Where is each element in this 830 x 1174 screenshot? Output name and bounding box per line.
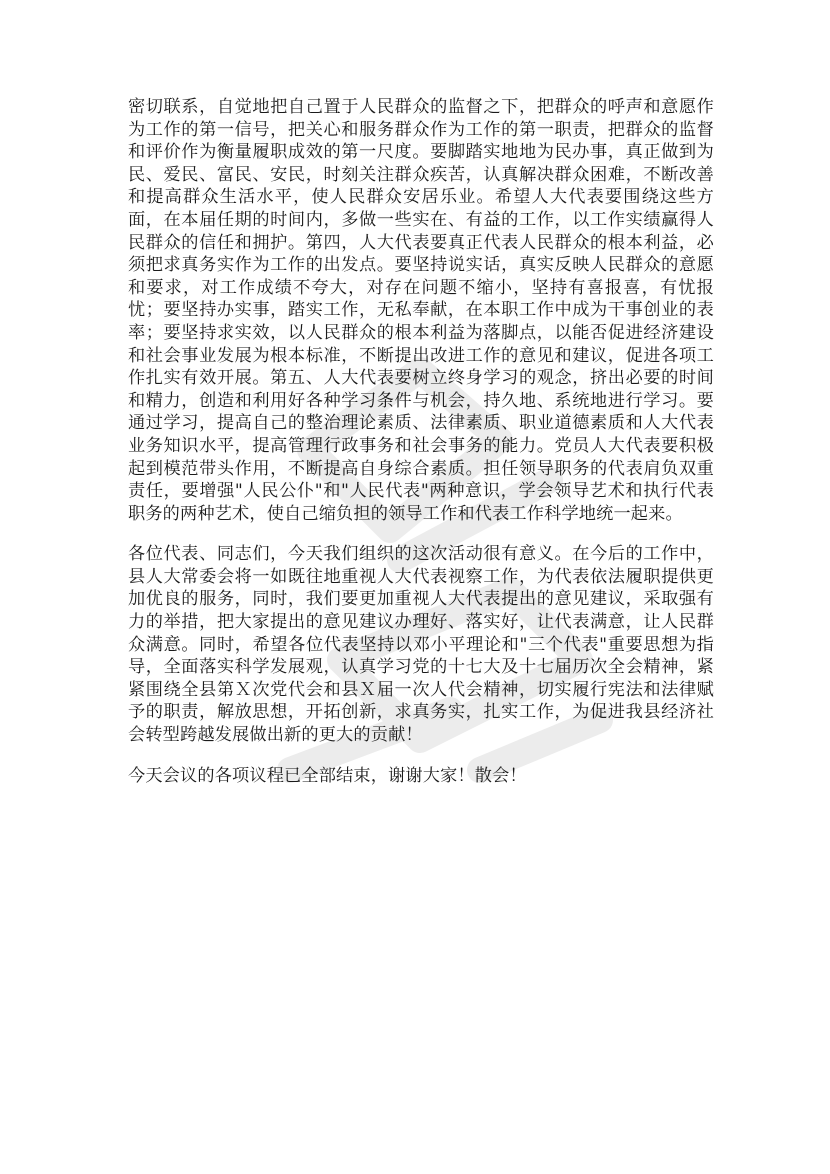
- document-body: [128, 96, 714, 787]
- paragraph-adjournment: 今天会议的各项议程已全部结束，谢谢大家！散会！: [128, 765, 527, 786]
- paragraph-representatives-duties: 密切联系，自觉地把自己置于人民群众的监督之下，把群众的呼声和意愿作为工作的第一信号，把关心和服务群众作为工作的第一职责，把群众的监督和评价作为衡量履职成效的第一尺度。要脚踏实地地为民办事，真正做到为民、爱民、富民、安民，时刻关注群众疾苦，认真解决群众困难，不断改善和提高群众生活水平，使人民群众安居乐业。希望人大代表要围绕这些方面，在本届任期的时间内，多做一些实在、有益的工作，以工作实绩赢得人民群众的信任和拥护。第四，人大代表要真正代表人民群众的根本利益，必须把求真务实作为工作的出发点。要坚持说实话，真实反映人民群众的意愿和要求，对工作成绩不夸大，对存在问题不缩小，坚持有喜报喜，有忧报忧；要坚持办实事，踏实工作，无私奉献，在本职工作中成为干事创业的表率；要坚持求实效，以人民群众的根本利益为落脚点，以能否促进经济建设和社会事业发展为根本标准，不断提出改进工作的意见和建议，促进各项工作扎实有效开展。第五、人大代表要树立终身学习的观念，挤出必要的时间和精力，创造和利用好各种学习条件与机会，持久地、系统地进行学习。要通过学习，提高自己的整治理论素质、法律素质、职业道德素质和人大代表业务知识水平，提高管理行政事务和社会事务的能力。党员人大代表要积极起到模范带头作用，不断提高自身综合素质。担任领导职务的代表肩负双重责任，要增强"人民公仆"和"人民代表"两种意识，学会领导艺术和执行代表职务的两种艺术，使自己缩负担的领导工作和代表工作科学地统一起来。: [128, 97, 714, 524]
- paragraph-closing-remarks: 各位代表、同志们，今天我们组织的这次活动很有意义。在今后的工作中，县人大常委会将一如既往地重视人大代表视察工作，为代表依法履职提供更加优良的服务，同时，我们要更加重视人大代表提出的意见建议，采取强有力的举措，把大家提出的意见建议办理好、落实好，让代表满意，让人民群众满意。同时，希望各位代表坚持以邓小平理论和"三个代表"重要思想为指导，全面落实科学发展观，认真学习党的十七大及十七届历次全会精神，紧紧围绕全县第Ｘ次党代会和县Ｘ届一次人代会精神，切实履行宪法和法律赋予的职责，解放思想，开拓创新，求真务实，扎实工作，为促进我县经济社会转型跨越发展做出新的更大的贡献！: [128, 544, 714, 746]
